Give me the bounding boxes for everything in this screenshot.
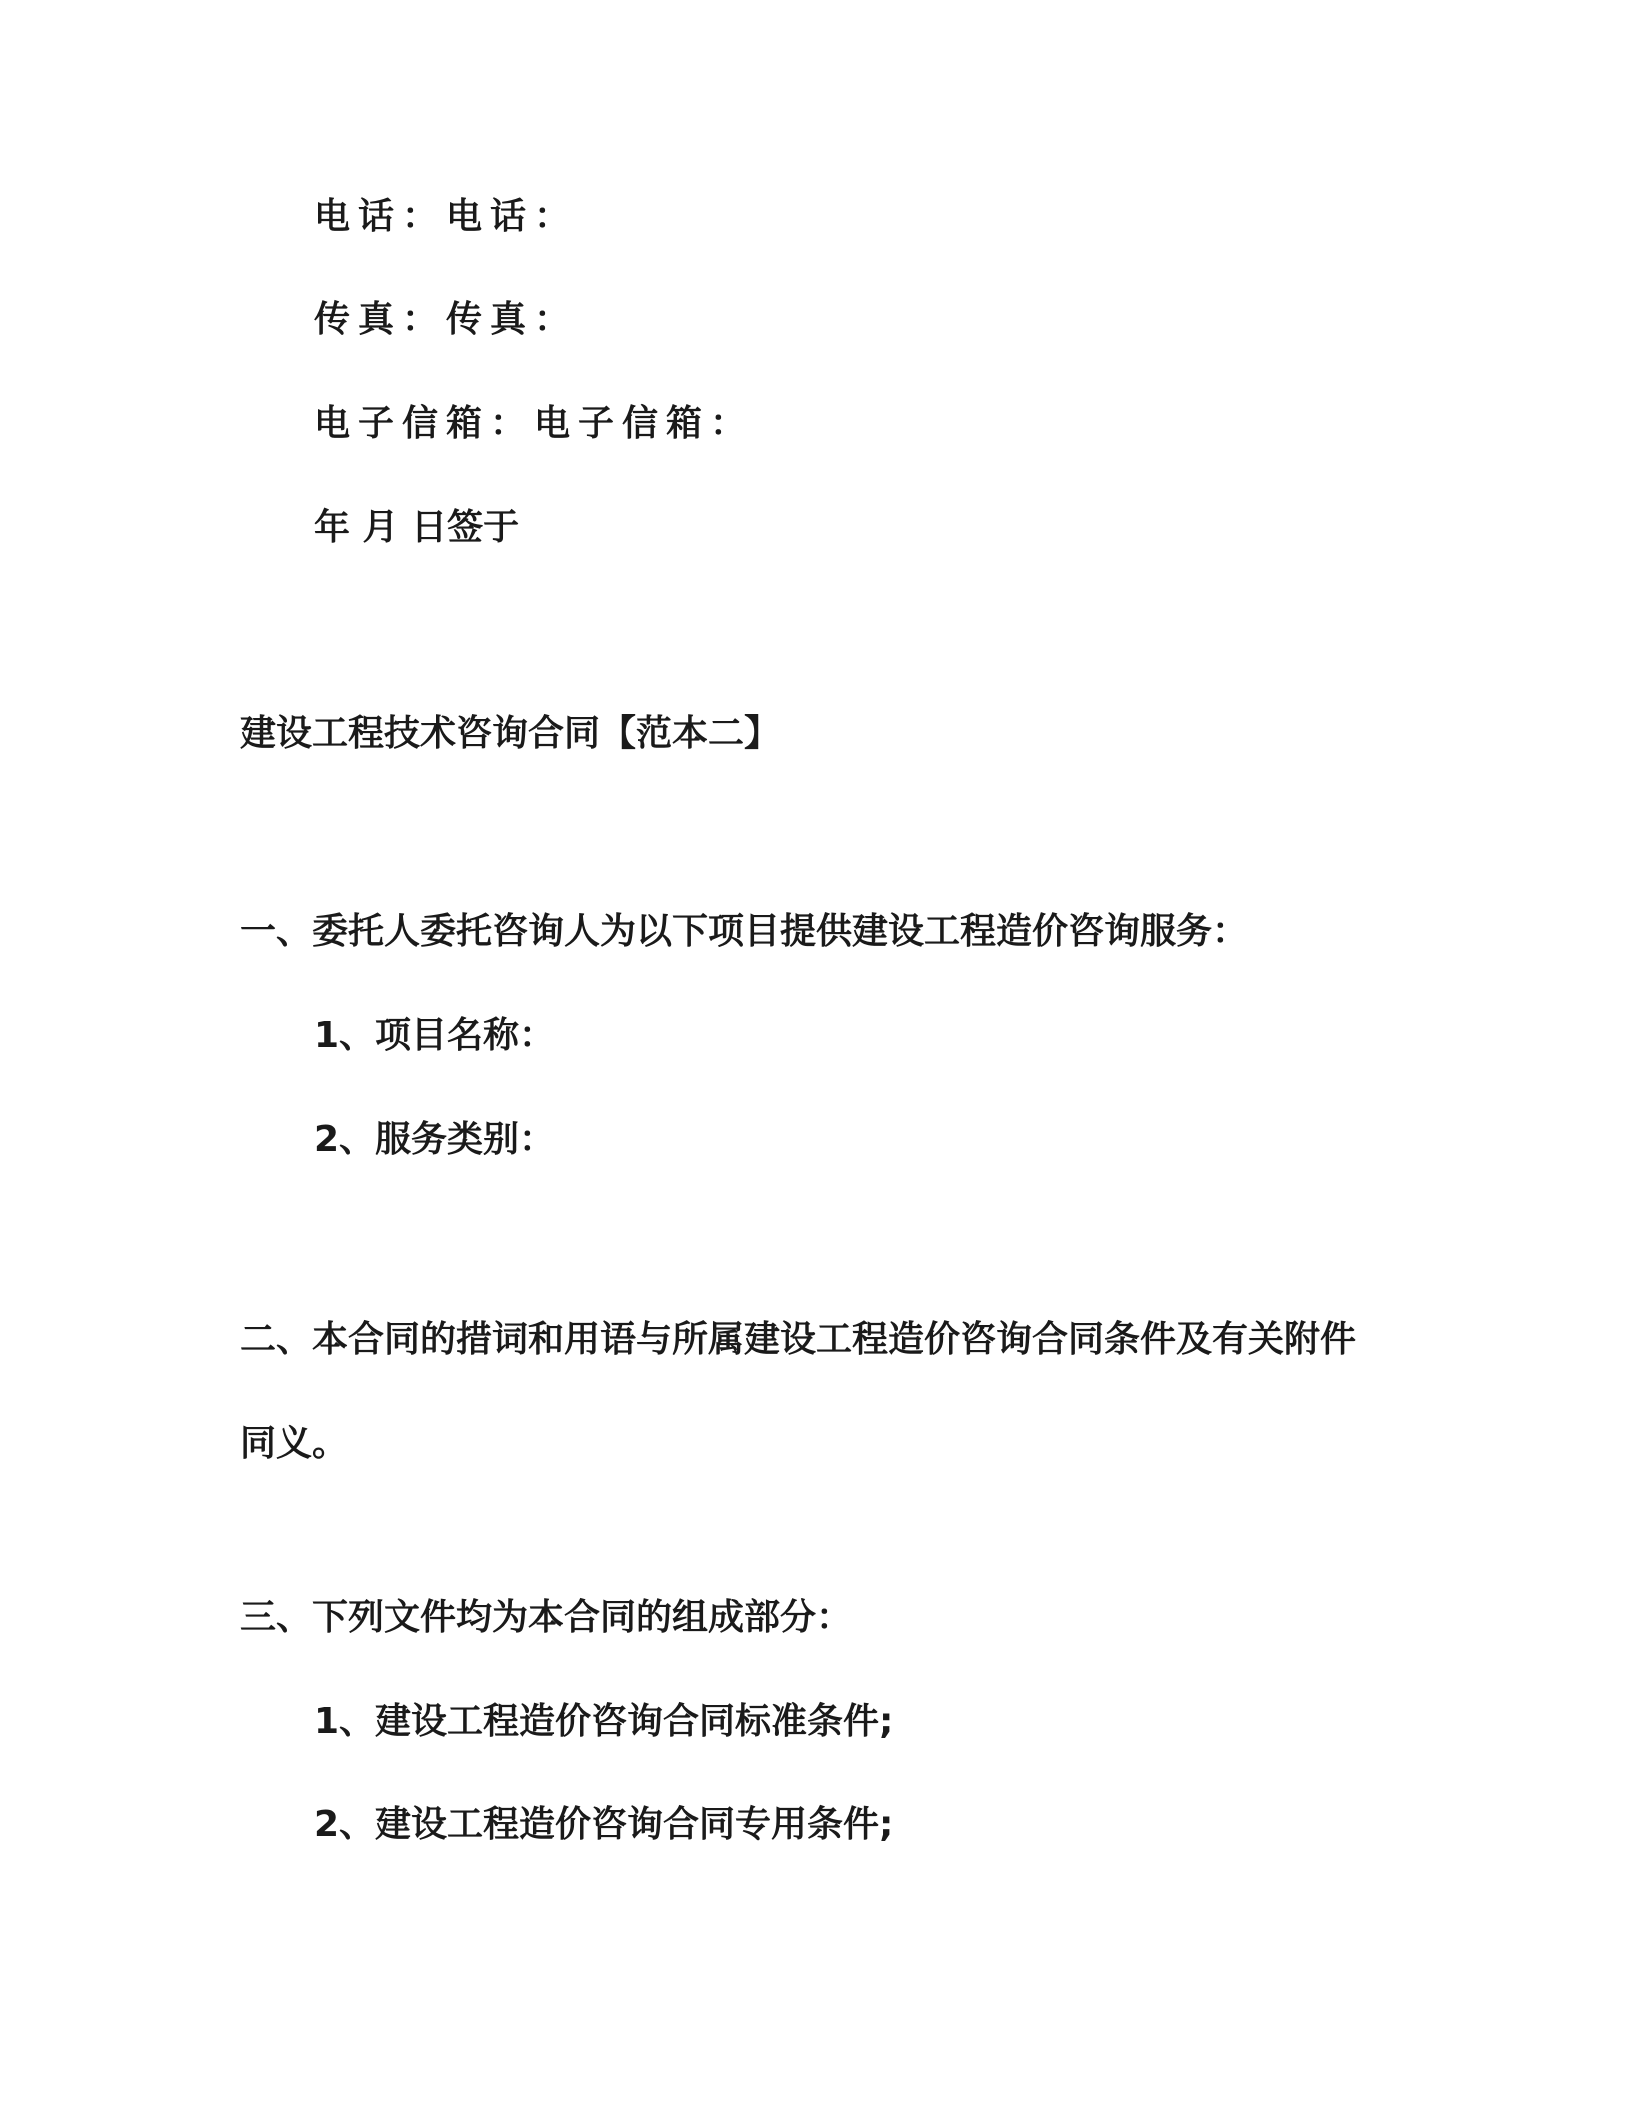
phone-line: 电话：电话： [314, 196, 579, 237]
document-title: 建设工程技术咨询合同【范本二】 [240, 713, 781, 754]
fax-line: 传真：传真： [314, 299, 579, 340]
section-1-heading: 一、委托人委托咨询人为以下项目提供建设工程造价咨询服务： [240, 911, 1249, 952]
signed-date-line: 年 月 日签于 [314, 507, 520, 548]
section-3-heading: 三、下列文件均为本合同的组成部分： [240, 1597, 853, 1638]
email-line: 电子信箱：电子信箱： [314, 403, 755, 444]
section-1-item-2: 2、服务类别： [314, 1119, 556, 1160]
section-2-paragraph: 二、本合同的措词和用语与所属建设工程造价咨询合同条件及有关附件同义。 [240, 1319, 1357, 1464]
section-3-item-1: 1、建设工程造价咨询合同标准条件; [314, 1701, 894, 1742]
section-3-item-2: 2、建设工程造价咨询合同专用条件; [314, 1804, 894, 1845]
section-1-item-1: 1、项目名称： [314, 1015, 556, 1056]
